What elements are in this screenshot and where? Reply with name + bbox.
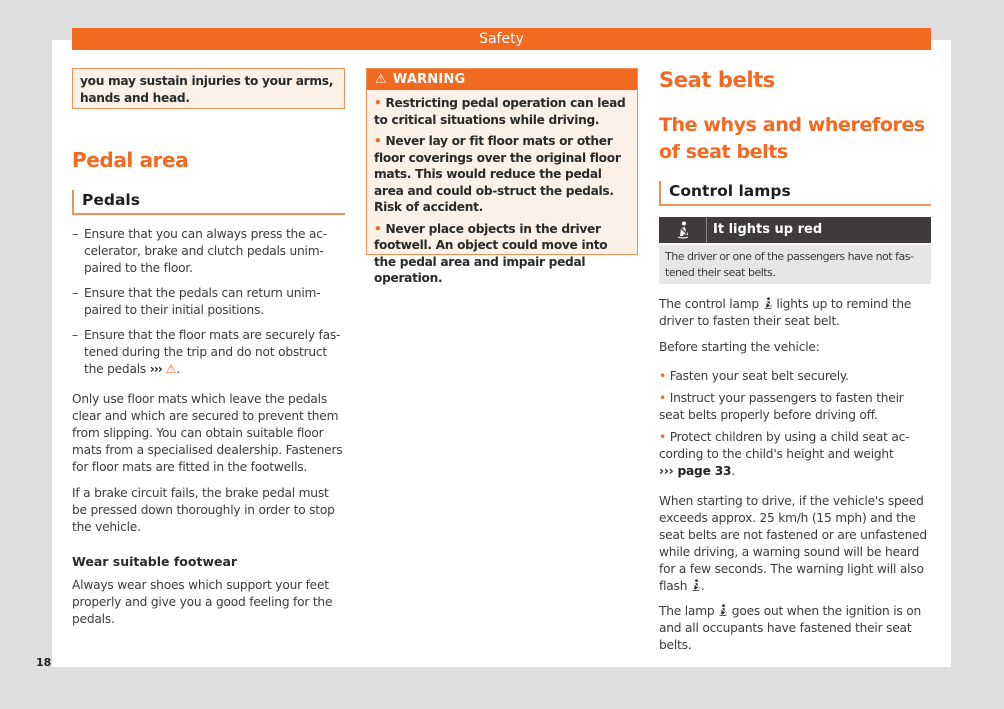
list-item: – Ensure that you can always press the ac-celerator, brake and clutch pedals unim-paired to the floor.	[72, 227, 327, 275]
seatbelt-icon	[691, 579, 701, 591]
footwear-paragraph: Always wear shoes which support your feet properly and give you a good feeling for the pedals.	[72, 578, 333, 626]
control-lamp-paragraph: The control lamp lights up to remind the driver to fasten their seat belt.	[659, 297, 912, 328]
seatbelt-warning-icon	[659, 217, 707, 243]
lamp-row-header	[659, 217, 931, 243]
heading-pedal-area: Pedal area	[72, 148, 189, 172]
seatbelt-bullet-list	[659, 368, 931, 480]
before-starting-paragraph: Before starting the vehicle:	[659, 340, 820, 354]
page-reference-link[interactable]: ››› page 33	[659, 464, 732, 478]
reference-arrows-icon[interactable]: ›››	[149, 362, 162, 376]
seatbelt-icon	[718, 604, 728, 616]
list-item: • Fasten your seat belt securely.	[659, 369, 849, 383]
subheading-pedals: Pedals	[72, 190, 345, 215]
pedal-dash-list	[72, 226, 345, 386]
section-control-lamps: Control lamps	[659, 181, 931, 206]
lamp-title: It lights up red	[713, 222, 823, 237]
heading-footwear: Wear suitable footwear	[72, 554, 238, 569]
subheading-whys-wherefores: The whys and wherefores of seat belts	[659, 114, 925, 163]
warning-item: • Restricting pedal operation can lead to critical situations while driving.	[374, 96, 626, 127]
warning-item: • Never place objects in the driver footwell. An object could move into the pedal area and impair pedal operation.	[374, 221, 608, 285]
control-lamp-table	[659, 217, 931, 284]
list-item: – Ensure that the floor mats are securely fas-tened during the trip and do not obstruct the pedals ››› ⚠.	[72, 328, 341, 376]
seatbelt-icon	[763, 297, 773, 309]
speed-warning-paragraph: When starting to drive, if the vehicle's speed exceeds approx. 25 km/h (15 mph) and the seat belts are not fastened or are unfastened while driving, a warning sound will be heard for a few seconds. The warning light will also flash .	[659, 494, 927, 593]
warning-triangle-icon: ⚠	[375, 72, 387, 87]
heading-seat-belts: Seat belts	[659, 68, 775, 92]
warning-body	[367, 90, 637, 287]
lamp-description: The driver or one of the passengers have not fas-tened their seat belts.	[659, 245, 931, 284]
list-item: • Protect children by using a child seat ac-cording to the child's height and weight ››› page 33.	[659, 430, 910, 478]
warning-header	[367, 69, 637, 90]
warning-continuation-box: you may sustain injuries to your arms, hands and head.	[72, 68, 345, 109]
lamp-goes-out-paragraph: The lamp goes out when the ignition is on and all occupants have fastened their seat belts.	[659, 604, 922, 652]
list-item: • Instruct your passengers to fasten their seat belts properly before driving off.	[659, 391, 904, 422]
warning-item: • Never lay or fit floor mats or other floor coverings over the original floor mats. This would reduce the pedal area and could ob-struct the pedals. Risk of accident.	[374, 134, 621, 214]
page-number: 18	[36, 656, 52, 669]
chapter-header: Safety	[72, 28, 931, 50]
floor-mats-paragraph: Only use floor mats which leave the pedals clear and which are secured to prevent them from slipping. You can obtain suitable floor mats from a specialised dealership. Fasteners for floor mats are fitted in the footwells.	[72, 392, 343, 474]
warning-box	[366, 68, 638, 285]
brake-circuit-paragraph: If a brake circuit fails, the brake pedal must be pressed down thoroughly in order to stop the vehicle.	[72, 486, 335, 534]
warning-triangle-icon[interactable]: ⚠	[165, 362, 177, 376]
warning-title: WARNING	[392, 72, 466, 87]
list-item: – Ensure that the pedals can return unim-paired to their initial positions.	[72, 286, 321, 317]
